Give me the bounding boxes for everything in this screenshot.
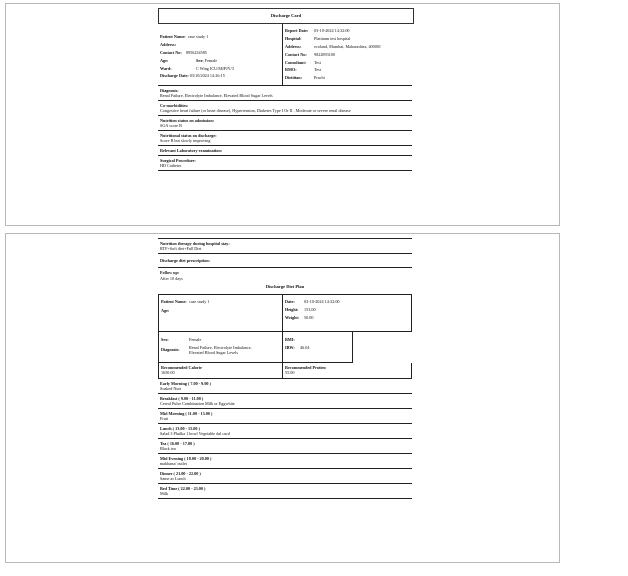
meal-food: Soaked Nuts — [160, 385, 182, 391]
meal-time: Dinner ( 21.00 - 22.00 ) — [160, 470, 201, 476]
meal-food: Black tea — [160, 445, 176, 451]
nutrition-discharge-section — [158, 130, 412, 145]
meal-item — [158, 379, 412, 393]
nutrition-therapy-heading: Nutrition therapy during hospital stay: — [160, 241, 230, 246]
meal-item — [158, 408, 412, 423]
hospital-address: ecoland, Mumbai, Maharashtra, 400001 — [314, 43, 382, 49]
nutrition-therapy-section — [158, 238, 412, 253]
sex-label: Sex: — [196, 57, 204, 63]
patient-name-label: Patient Name: — [160, 34, 186, 40]
patient-hospital-block — [158, 24, 412, 86]
plan-patient-name-label: Patient Name: — [161, 298, 187, 304]
patient-name: case study 1 — [187, 34, 209, 40]
comorbidities-text: Congestive heart failure (or heart disease), Hypertension, Diabetes Type I Or II , Moderate or severe renal disease — [160, 108, 351, 114]
nutrition-therapy-text: RTF+Soft diet+Full Diet — [160, 246, 202, 252]
plan-weight: 50.00 — [304, 315, 314, 321]
meal-time: Bed Time ( 22.00 - 23.00 ) — [160, 485, 206, 491]
page-2 — [5, 233, 560, 563]
contact-label: Contact No: — [160, 49, 182, 55]
hospital-address-label: Address: — [285, 43, 301, 49]
recommended-protein — [283, 363, 412, 379]
hospital-info — [283, 24, 412, 86]
nutrition-admission-heading: Nutrition status on admission: — [160, 118, 215, 124]
plan-height-label: Height: — [285, 307, 299, 313]
plan-height: 153.00 — [304, 307, 316, 313]
comorbidities-section — [158, 100, 412, 115]
surgical-text: HD Catheter — [160, 163, 182, 169]
plan-sex: Female — [189, 336, 202, 342]
protein-label: Recommended Protien — [285, 365, 326, 371]
nutrition-discharge-text: Score B but slowly improving — [160, 138, 211, 144]
surgical-section — [158, 155, 412, 171]
discharge-card-title: Discharge Card — [158, 8, 414, 24]
ward-label: Ward: — [160, 65, 172, 71]
plan-sex-diagnosis — [158, 331, 283, 363]
dietitian-label: Dietitian: — [285, 75, 302, 81]
plan-patient-info — [158, 294, 283, 332]
plan-date: 03-10-2024 14:32:00 — [304, 299, 340, 305]
hospital-contact-label: Contact No: — [285, 51, 307, 57]
plan-age-label: Age: — [161, 308, 170, 314]
plan-bmi-label: BMI: — [285, 336, 295, 342]
surgical-heading: Surgical Procedure: — [160, 157, 196, 163]
hospital-name: Platinum test hospital — [314, 36, 351, 42]
discharge-card — [158, 8, 412, 171]
lab-exam-section — [158, 145, 412, 155]
meal-food: Same as Lunch — [160, 475, 186, 481]
address-label: Address: — [160, 42, 176, 48]
follow-up-section — [158, 267, 412, 282]
plan-date-label: Date: — [285, 299, 295, 305]
plan-sex-label: Sex: — [161, 336, 169, 342]
nutrition-admission-section — [158, 115, 412, 130]
meal-item — [158, 483, 412, 499]
plan-bmi-ibw — [283, 331, 353, 363]
dietitian: Prachi — [314, 75, 325, 81]
plan-ibw: 46.04 — [300, 344, 310, 350]
nutrition-admission-text: SGA score B — [160, 123, 182, 129]
age-label: Age: — [160, 57, 169, 63]
follow-up-heading: Follow up: — [160, 270, 180, 276]
consultant: Test — [314, 59, 321, 65]
follow-up-text: After 10 days — [160, 275, 183, 281]
plan-ibw-label: IBW: — [285, 344, 295, 350]
calorie-value: 1650.00 — [161, 370, 175, 376]
calorie-label: Recommended Calorie — [161, 365, 202, 371]
plan-diagnosis-block — [158, 331, 412, 363]
meal-time: Breakfast ( 9.00 - 11.00 ) — [160, 395, 204, 401]
meal-food: Fruit — [160, 415, 169, 421]
contact-value: 8956234585 — [185, 49, 207, 55]
plan-diagnosis-label: Diagnosis: — [161, 347, 180, 353]
meal-item — [158, 438, 412, 453]
meal-time: Tea ( 16.00 - 17.00 ) — [160, 440, 195, 446]
page-1 — [5, 3, 560, 226]
meal-time: Early Morning ( 7.00 - 9.00 ) — [160, 380, 211, 386]
plan-measurements — [283, 294, 412, 332]
plan-patient-name: case study 1 — [189, 298, 210, 304]
meal-time: Mid Morning ( 11.00 - 13.00 ) — [160, 410, 213, 416]
meal-time: Mid Evening ( 18.00 - 20.00 ) — [160, 455, 212, 461]
meal-food: makhana/ outlet — [160, 460, 187, 466]
hospital-contact: 9822893100 — [314, 51, 335, 57]
protein-value: 55.00 — [285, 370, 295, 376]
recommendation-block — [158, 363, 412, 379]
meal-item — [158, 393, 412, 408]
report-date: 03-10-2024 14:32:00 — [314, 28, 350, 34]
sex-value: Female — [204, 57, 218, 63]
consultant-label: Consultant: — [285, 59, 307, 65]
diagnosis-heading: Diagnosis: — [160, 88, 179, 94]
discharge-date: 03/10/2024 14:26:15 — [189, 73, 225, 79]
report-date-label: Report Date: — [285, 28, 309, 34]
rmo: Test — [314, 67, 321, 73]
recommended-calorie — [158, 363, 283, 379]
ward-value: C Wing ICU/MJPJY/3 — [196, 65, 234, 71]
meal-time: Lunch ( 13.00 - 15.00 ) — [160, 425, 200, 431]
meal-food: Salad 3 Phulka 1 bowl Vegetable dal curd — [160, 430, 230, 436]
rmo-label: RMO: — [285, 67, 297, 73]
patient-info — [158, 24, 283, 86]
diet-plan-document — [158, 238, 412, 499]
plan-weight-label: Weight: — [285, 315, 300, 321]
meal-schedule — [158, 379, 412, 499]
meal-item — [158, 468, 412, 483]
comorbidities-heading: Co-morbidities: — [160, 103, 189, 109]
discharge-diet-section — [158, 253, 412, 267]
discharge-diet-heading: Discharge diet prescription: — [160, 258, 210, 263]
nutrition-discharge-heading: Nutritional status on discharge: — [160, 133, 217, 139]
plan-patient-block — [158, 294, 412, 332]
meal-item — [158, 423, 412, 438]
hospital-label: Hospital: — [285, 36, 302, 42]
lab-exam-heading: Relevant Laboratory examination: — [160, 148, 223, 154]
meal-food: Milk — [160, 490, 169, 496]
diet-plan-title: Discharge Diet Plan — [265, 284, 305, 290]
discharge-date-label: Discharge Date: — [160, 73, 189, 79]
diagnosis-text: Renal Failure, Electrolyte Imbalance, Elevated Blood Sugar Levels — [160, 93, 273, 99]
diagnosis-section — [158, 85, 412, 100]
meal-food: Cereal Pulse Combination Milk or Eggwhite — [160, 400, 235, 406]
meal-item — [158, 453, 412, 468]
plan-diagnosis: Renal Failure, Electrolyte Imbalance, Elevated Blood Sugar Levels — [189, 344, 252, 355]
